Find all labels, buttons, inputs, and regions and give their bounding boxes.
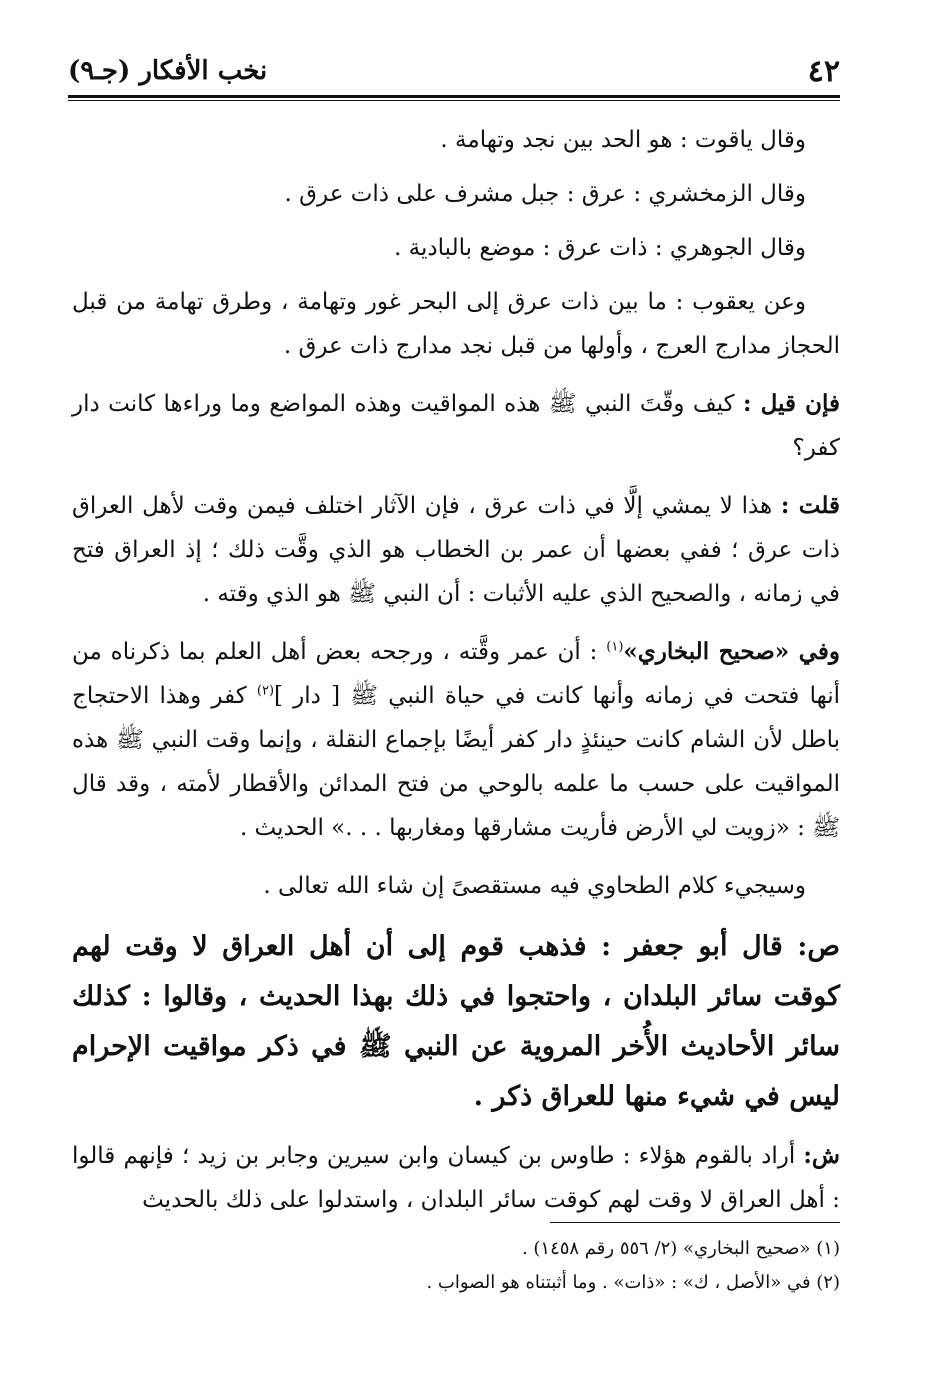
footnote-ref-2[interactable]: (٢) (256, 683, 275, 699)
paragraph-objection (72, 382, 840, 470)
header-rule-thin (68, 100, 840, 101)
paragraph-matn: ص: قال أبو جعفر : فذهب قوم إلى أن أهل العراق لا وقت لهم كوقت سائر البلدان ، واحتجوا في ذلك بهذا الحديث ، وقالوا : كذلك سائر الأحاديث الأُخر المروية عن النبي ﷺ في ذكر مواقيت الإحرام ليس في شيء منها للعراق ذكر . (72, 931, 840, 1112)
footnotes (72, 1234, 840, 1302)
paragraph-tahawi-note: وسيجيء كلام الطحاوي فيه مستقصىً إن شاء الله تعالى . (263, 873, 806, 899)
paragraph-jawhari: وقال الجوهري : ذات عرق : موضع بالبادية . (394, 235, 806, 261)
footnote-ref-1[interactable]: (١) (606, 639, 624, 655)
objection-lead: فإن قيل : (743, 390, 840, 417)
footnote-rule (550, 1222, 840, 1223)
paragraph-sharh (72, 1134, 840, 1222)
paragraph-reply (72, 484, 840, 616)
reply-lead: قلت : (780, 492, 840, 519)
header-rule-thick (68, 95, 840, 98)
sharh-lead: ش: (803, 1142, 840, 1169)
page-header (68, 52, 840, 92)
bukhari-text-b: كفر وهذا الاحتجاج باطل لأن الشام كانت حينئذٍ دار كفر أيضًا بإجماع النقلة ، وإنما وقت النبي ﷺ هذه المواقيت على حسب ما علمه بالوحي من فتح المدائن والأقطار لأمته ، وقد قال ﷺ : «زويت لي الأرض فأريت مشارقها ومغاربها . . .» الحديث . (72, 683, 840, 841)
bukhari-lead: وفي «صحيح البخاري» (623, 638, 840, 665)
footnote-1: (١) «صحيح البخاري» (٢/ ٥٥٦ رقم ١٤٥٨) . (521, 1238, 840, 1259)
page-number: ٤٢ (807, 54, 840, 89)
bukhari-text-a: : أن عمر وقَّته ، ورجحه بعض أهل العلم بما ذكرناه من أنها فتحت في زمانه وأنها كانت في حياة النبي ﷺ [ دار ] (72, 639, 840, 709)
paragraph-zamakhshari: وقال الزمخشري : عرق : جبل مشرف على ذات عرق . (284, 181, 806, 207)
paragraph-yaqut: وقال ياقوت : هو الحد بين نجد وتهامة . (440, 127, 806, 153)
reply-text: هذا لا يمشي إلَّا في ذات عرق ، فإن الآثار اختلف فيمن وقت لأهل العراق ذات عرق ؛ ففي بعضها أن عمر بن الخطاب هو الذي وقَّت ذلك ؛ إذ العراق فتح في زمانه ، والصحيح الذي عليه الأثبات : أن النبي ﷺ هو الذي وقته . (72, 493, 840, 607)
main-text (72, 118, 840, 1236)
sharh-text: أراد بالقوم هؤلاء : طاوس بن كيسان وابن سيرين وجابر بن زيد ؛ فإنهم قالوا : أهل العراق لا وقت لهم كوقت سائر البلدان ، واستدلوا على ذلك بالحديث (72, 1143, 840, 1213)
paragraph-bukhari (72, 630, 840, 850)
running-title: نخب الأفكار (جـ٩) (68, 56, 268, 86)
objection-text: كيف وقّتَ النبي ﷺ هذه المواقيت وهذه المواضع وما وراءها كانت دار كفر؟ (72, 391, 840, 461)
footnote-2: (٢) في «الأصل ، ك» : «ذات» . وما أثبتناه هو الصواب . (426, 1272, 840, 1293)
paragraph-yaqub: وعن يعقوب : ما بين ذات عرق إلى البحر غور وتهامة ، وطرق تهامة من قبل الحجاز مدارج العرج ، وأولها من قبل نجد مدارج ذات عرق . (72, 289, 840, 359)
